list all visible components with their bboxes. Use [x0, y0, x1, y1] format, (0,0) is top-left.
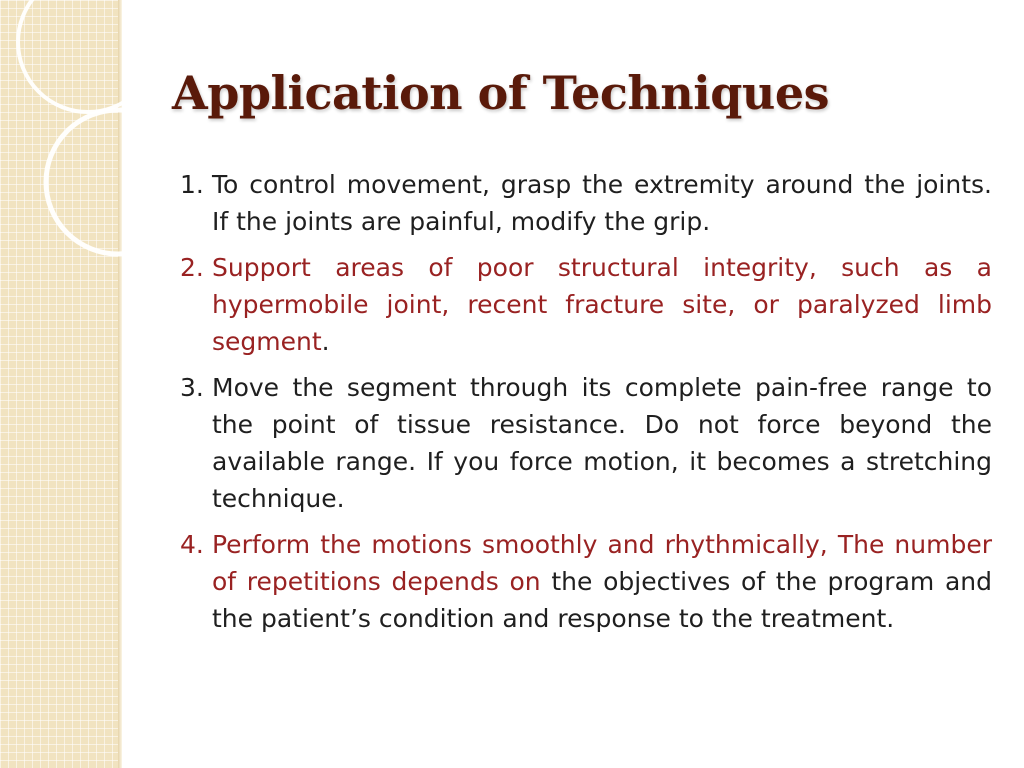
item-number: 4. [180, 530, 204, 559]
list-item [180, 249, 992, 360]
item-text: Support areas of poor structural integrity, such as a hypermobile joint, recent fracture site, or paralyzed limb segment [212, 253, 992, 356]
decorative-circle-bottom [46, 110, 190, 254]
item-text-wrapper [212, 249, 992, 360]
item-text-tail: . [321, 327, 330, 356]
item-number: 2. [180, 253, 204, 282]
item-text-tail: the objectives of the program and the patient’s condition and response to the treatment. [212, 567, 992, 633]
item-number: 3. [180, 373, 204, 402]
item-text: To control movement, grasp the extremity around the joints. If the joints are painful, modify the grip. [212, 170, 992, 236]
technique-list [180, 166, 992, 646]
slide-title: Application of Techniques [172, 66, 829, 120]
list-item [180, 369, 992, 517]
decorative-circle-top [18, 0, 158, 112]
item-text-wrapper [212, 526, 992, 637]
item-text: Perform the motions smoothly and rhythmically, The number of repetitions depends on [212, 530, 992, 596]
list-item [180, 526, 992, 637]
item-number: 1. [180, 170, 204, 199]
list-item [180, 166, 992, 240]
item-text: Move the segment through its complete pain-free range to the point of tissue resistance. Do not force beyond the available range. If you force motion, it becomes a stretching technique. [212, 373, 992, 513]
